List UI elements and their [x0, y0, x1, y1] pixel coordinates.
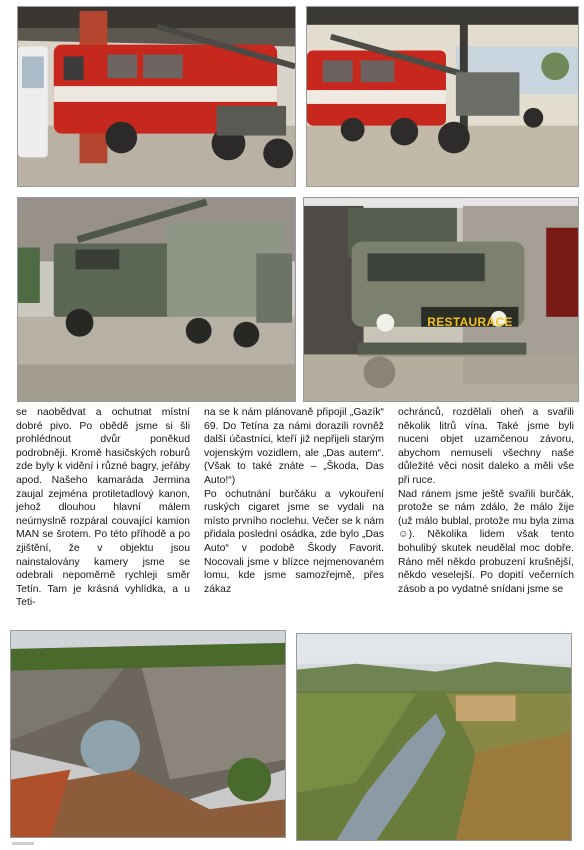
photo-quarry-lake-left: [10, 630, 286, 838]
article-paragraph: Po ochutnání burčáku a vykouření ruských cigaret jsme se vydali na místo prvního noclehu. Večer se k nám přidala poslední osádka, zde bylo „Das Auto“ v podobě Škody Favorit. Nocovali jsme v blízce nejmenovaném lomu, kde jsme samozřejmě, přes zákaz: [204, 488, 384, 595]
article-paragraph: ochránců, rozdělali oheň a svařili několik litrů vína. Také jsme byli nuceni objet uzamčenou závoru, abychom nemuseli všechny naše důležité věci nosit daleko a měli vše při ruce.: [398, 407, 574, 486]
photo-fire-trucks-cannon: [17, 6, 296, 187]
article-column-2: [204, 406, 384, 596]
photo-restaurace-truck: [303, 197, 579, 402]
article-paragraph: na se k nám plánovaně připojil „Gazík“ 69. Do Tetína za námi dorazili rovněž další účastníci, kteří již nepřijeli starým vojenským vozidlem, ale „Das autem“. (Však to také znáte – „Škoda, Das Auto!“): [204, 407, 384, 486]
article-paragraph: se naobědvat a ochutnat místní dobré pivo. Po obědě jsme si šli prohlédnout dvůr poněkud podrobněji. Kromě hasičských roburů zde byly k vidění i různé bagry, jeřáby apod. Našeho kamaráda Jermina zaujal zejména protiletadlový kanon, jehož dlouhou hlavní málem neúmyslně rozpáral couvající kamion MAN se šrotem. Po této příhodě a po zjištění, že v objektu jsou nainstalovány kamery jsme se odebrali nepoměrně rychleji směr Tetín. Tam je krásná vyhlídka, a u Teti-: [16, 407, 190, 609]
article-column-1: [16, 406, 190, 610]
photo-military-trucks-crane: [17, 197, 296, 402]
photo-fire-truck-antiaircraft-gun: [306, 6, 579, 187]
page-marker: [12, 842, 34, 845]
article-paragraph: Nad ránem jsme ještě svařili burčák, protože se nám zdálo, že málo žije (už málo bublal, protože mu byla zima ☺). Několika lidem však tento bohulibý skutek neudělal moc dobře. Ráno měl někdo probuzení krušnější, někdo veselejší. Po dopití večerních zásob a po vydatné snídani jsme se: [398, 488, 574, 595]
article-column-3: [398, 406, 574, 596]
photo-quarry-lake-right: [296, 633, 572, 841]
restaurace-sign: RESTAURACE: [427, 315, 513, 329]
